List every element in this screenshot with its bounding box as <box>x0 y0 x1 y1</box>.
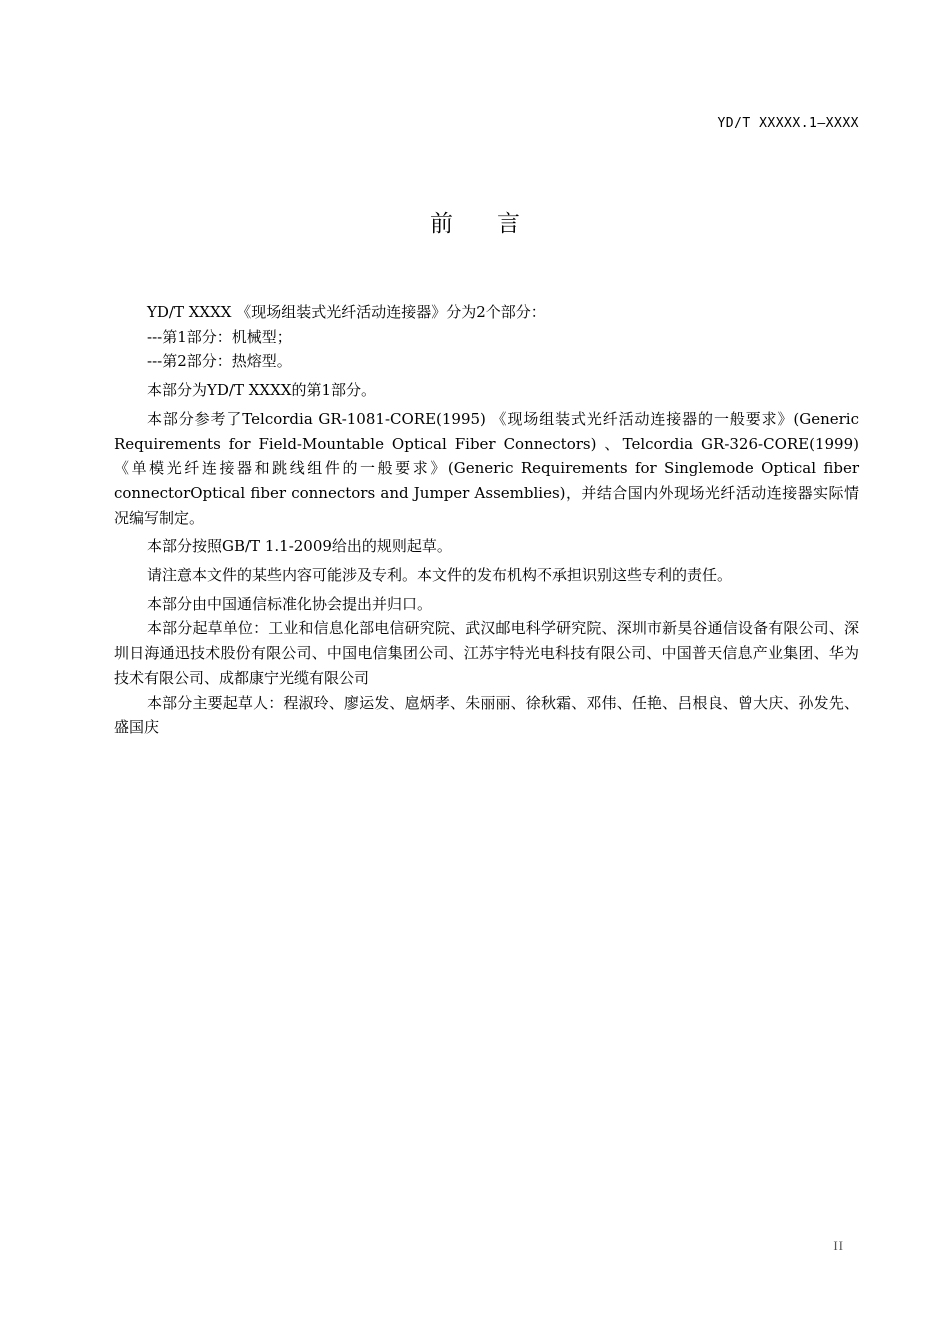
title-char-1: 前 <box>430 211 453 237</box>
paragraph-drafting-rules: 本部分按照GB/T 1.1-2009给出的规则起草。 <box>147 537 452 556</box>
paragraph-this-part: 本部分为YD/T XXXX的第1部分。 <box>147 381 377 400</box>
paragraph-part-1: ---第1部分：机械型； <box>147 327 292 346</box>
paragraph-parts-intro: YD/T XXXX 《现场组装式光纤活动连接器》分为2个部分： <box>147 303 546 321</box>
title-char-2: 言 <box>497 211 520 237</box>
paragraph-part-2: ---第2部分：热熔型。 <box>147 352 292 371</box>
paragraph-drafting-units: 本部分起草单位：工业和信息化部电信研究院、武汉邮电科学研究院、深圳市新昊谷通信设备有限公司、深圳日海通迅技术股份有限公司、中国电信集团公司、江苏宇特光电科技有限公司、中国普天信息产业集团、华为技术有限公司、成都康宁光缆有限公司 <box>114 619 859 687</box>
paragraph-proposer: 本部分由中国通信标准化协会提出并归口。 <box>147 594 433 613</box>
paragraph-drafters: 本部分主要起草人：程淑玲、廖运发、扈炳孝、朱丽丽、徐秋霜、邓伟、任艳、吕根良、曾大庆、孙发先、盛国庆 <box>114 693 859 737</box>
paragraph-references: 本部分参考了Telcordia GR-1081-CORE(1995) 《现场组装式光纤活动连接器的一般要求》(Generic Requirements for Field-Mountable Optical Fiber Connectors) 、Telcordia GR-326-CORE(1999) 《单模光纤连接器和跳线组件的一般要求》(Generic Requirements for Singlemode Optical fiber connectorOptical fiber connectors and Jumper Assemblies)，并结合国内外现场光纤活动连接器实际情况编写制定。 <box>114 409 859 527</box>
document-code: YD/T XXXXX.1—XXXX <box>717 116 859 131</box>
paragraph-patent-notice: 请注意本文件的某些内容可能涉及专利。本文件的发布机构不承担识别这些专利的责任。 <box>147 566 733 585</box>
page-number: II <box>833 1238 844 1253</box>
page-title <box>0 205 950 238</box>
foreword-body <box>114 300 859 744</box>
